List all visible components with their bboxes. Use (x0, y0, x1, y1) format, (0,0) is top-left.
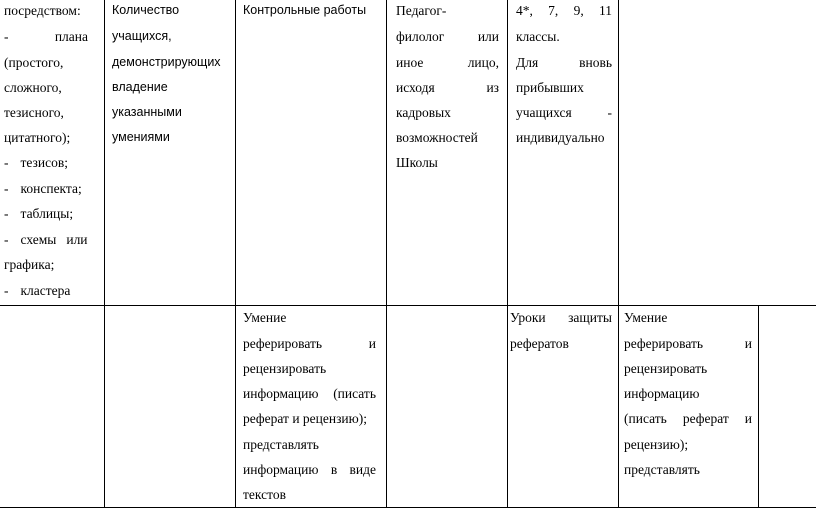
cell-line: Умение (243, 310, 287, 325)
col-border (386, 0, 387, 305)
cell-line: сложного, (4, 80, 62, 95)
cell-line: рецензировать (243, 361, 327, 376)
cell-line: Уроки защиты (510, 310, 612, 325)
cell-line: тезисного, (4, 105, 64, 120)
cell-line: - тезисов; (4, 155, 68, 170)
cell-line: Количество (112, 3, 180, 17)
cell-line: информацию (писать (243, 386, 376, 401)
cell-line: исходя из (396, 80, 499, 95)
cell-line: посредством: (4, 3, 81, 18)
cell-line: - конспекта; (4, 181, 82, 196)
col-border (618, 0, 619, 305)
cell-line: рецензировать (624, 361, 708, 376)
cell-line: информацию (624, 386, 700, 401)
cell-line: - таблицы; (4, 206, 74, 221)
cell-line: классы. (516, 29, 560, 44)
row-divider (0, 305, 816, 306)
col-border (235, 0, 236, 305)
col-border (618, 305, 619, 508)
col-border (758, 305, 759, 508)
cell-line: 4*, 7, 9, 11 (516, 3, 612, 18)
cell-line: кадровых (396, 105, 451, 120)
col-border (104, 305, 105, 508)
cell-line: реферировать и (624, 336, 752, 351)
cell-line: филолог или (396, 29, 499, 44)
cell-line: - плана (4, 29, 88, 44)
cell-line: информацию в виде (243, 462, 376, 477)
col-border (235, 305, 236, 508)
table-bottom-border (0, 507, 816, 508)
cell-line: учащихся - (516, 105, 612, 120)
cell-line: представлять (243, 437, 319, 452)
cell-line: представлять (624, 462, 700, 477)
cell-line: Педагог- (396, 3, 447, 18)
cell-line: текстов (243, 487, 286, 502)
col-border (507, 0, 508, 305)
cell-line: (простого, (4, 55, 64, 70)
cell-line: умениями (112, 130, 170, 144)
cell-line: - кластера (4, 283, 71, 298)
cell-line: - схемы или (4, 232, 88, 247)
cell-line: Умение (624, 310, 668, 325)
cell-line: индивидуально (516, 130, 605, 145)
cell-line: рефератов (510, 336, 569, 351)
cell-line: реферировать и (243, 336, 376, 351)
cell-line: Контрольные работы (243, 3, 367, 17)
cell-line: Для вновь (516, 55, 612, 70)
cell-line: демонстрирующих (112, 55, 221, 69)
cell-line: цитатного); (4, 130, 71, 145)
cell-line: прибывших (516, 80, 584, 95)
col-border (104, 0, 105, 305)
cell-line: владение (112, 80, 168, 94)
cell-line: указанными (112, 105, 182, 119)
col-border (507, 305, 508, 508)
cell-line: (писать реферат и (624, 411, 752, 426)
cell-line: учащихся, (112, 29, 172, 43)
cell-line: графика; (4, 257, 55, 272)
cell-line: реферат и рецензию); (243, 411, 367, 426)
col-border (386, 305, 387, 508)
cell-line: иное лицо, (396, 55, 499, 70)
cell-line: Школы (396, 155, 438, 170)
cell-line: рецензию); (624, 437, 689, 452)
cell-line: возможностей (396, 130, 478, 145)
